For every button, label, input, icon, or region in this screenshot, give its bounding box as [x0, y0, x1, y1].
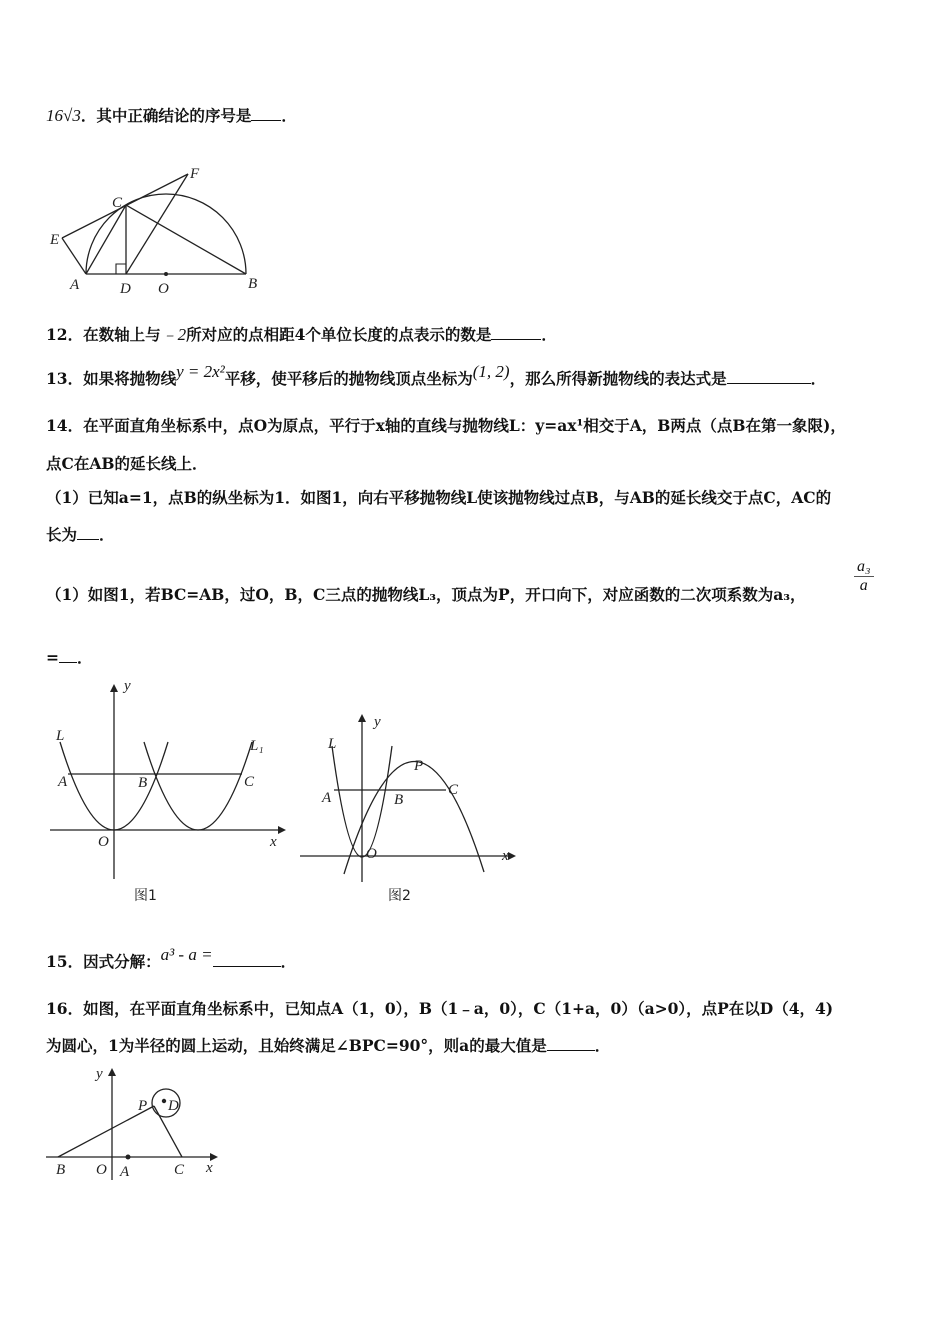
fig11-label-a: A: [70, 277, 80, 293]
fig16-label-a: A: [120, 1164, 130, 1180]
q16-answer-blank[interactable]: [547, 1036, 595, 1051]
q11-end: ．: [281, 106, 297, 125]
q14-part2-line2: [46, 646, 93, 668]
fig16-label-b: B: [56, 1162, 66, 1178]
q14-part2-end: ．: [77, 648, 93, 667]
q15-prefix: 15．因式分解：: [46, 952, 161, 971]
q12-answer-blank[interactable]: [491, 325, 541, 340]
fig14a-label-y: y: [124, 678, 131, 694]
fig14a-label-x: x: [270, 834, 277, 850]
q12-prefix: 12．在数轴上与: [46, 325, 161, 344]
q15-line: [46, 945, 297, 972]
fig14b-caption: 图2: [388, 888, 411, 904]
fig14b-label-y: y: [374, 714, 381, 730]
fig14b-label-o: O: [366, 846, 377, 862]
q13-end: ．: [810, 369, 827, 388]
fig11-label-d: D: [120, 281, 131, 297]
q11-semicircle-figure: [40, 160, 280, 300]
q15-end: ．: [280, 952, 297, 971]
fig14b-label-b: B: [394, 792, 404, 808]
q13-answer-blank[interactable]: [727, 369, 811, 384]
q14-fraction-denominator: a: [859, 577, 868, 594]
fig14a-caption: 图1: [134, 888, 157, 904]
fig14a-label-l: L: [56, 728, 65, 744]
q12-end: ．: [541, 325, 557, 344]
q11-text: ．其中正确结论的序号是: [80, 106, 252, 125]
q11-math: 16√3: [46, 106, 81, 125]
q16-text: 为圆心，1为半径的圆上运动，且始终满足∠BPC=90°，则a的最大值是: [46, 1036, 547, 1055]
q12-math: ﹣2: [160, 325, 187, 344]
q13-mid2: ，那么所得新抛物线的表达式是: [509, 369, 727, 388]
fig14b-label-c: C: [448, 782, 459, 798]
q13-line: [46, 362, 827, 389]
q12-line: [46, 320, 557, 345]
q14-figure-2: [294, 706, 524, 912]
q16-line2: [46, 1034, 610, 1056]
fig14a-label-c: C: [244, 774, 255, 790]
q13-prefix: 13．如果将抛物线: [46, 369, 177, 388]
fig14b-label-l: L: [328, 736, 337, 752]
q14-part1-end: ．: [99, 525, 115, 544]
q14-part2-eq: =: [46, 648, 59, 667]
q14-line2: 点C在AB的延长线上．: [46, 454, 208, 473]
fig11-label-f: F: [190, 166, 200, 182]
q16-end: ．: [594, 1036, 611, 1055]
fig11-label-o: O: [158, 281, 169, 297]
fig14b-label-x: x: [502, 848, 509, 864]
fig14b-label-a: A: [322, 790, 332, 806]
q14-part1-text: 长为: [46, 525, 78, 544]
q14-fraction: [854, 558, 874, 595]
fig14a-label-b: B: [138, 775, 148, 791]
q14-fraction-numerator: a₃: [854, 558, 874, 577]
fig16-label-c: C: [174, 1162, 185, 1178]
q16-line1: 16．如图，在平面直角坐标系中，已知点A（1，0），B（1﹣a，0），C（1+a，0）（a>0），点P在以D（4，4): [46, 999, 834, 1018]
fig16-label-d: D: [168, 1098, 179, 1114]
q14-line1: 14．在平面直角坐标系中，点O为原点，平行于x轴的直线与抛物线L：y=ax¹相交于A，B两点（点B在第一象限)，: [46, 416, 846, 435]
q14-figure-1: [42, 674, 292, 914]
q13-math-parabola: y = 2x²: [176, 362, 225, 381]
q13-math-vertex: (1, 2): [472, 362, 510, 381]
fig16-label-x: x: [206, 1160, 213, 1176]
q14-part2-line1: （1）如图1，若BC=AB，过O，B，C三点的抛物线L₃，顶点为P，开口向下，对应函数的二次项系数为a₃，: [46, 585, 806, 604]
fig14a-label-a: A: [58, 774, 68, 790]
q11-answer-blank[interactable]: [251, 106, 281, 121]
q15-answer-blank[interactable]: [213, 952, 281, 967]
fig16-label-o: O: [96, 1162, 107, 1178]
q15-math: a³ - a =: [160, 945, 213, 964]
q14-part1-line1: （1）已知a=1，点B的纵坐标为1．如图1，向右平移抛物线L使该抛物线过点B，与AB的延长线交于点C，AC的: [46, 488, 832, 507]
q12-suffix: 所对应的点相距4个单位长度的点表示的数是: [186, 325, 492, 344]
fig14b-label-p: P: [414, 758, 424, 774]
fig14a-label-l1: L₁: [250, 738, 264, 754]
fig11-label-b: B: [248, 276, 258, 292]
fig11-label-e: E: [50, 232, 60, 248]
fig16-label-p: P: [138, 1098, 148, 1114]
q14-part2-answer-blank[interactable]: [59, 648, 77, 663]
fig16-label-y: y: [96, 1066, 103, 1082]
q13-mid1: 平移，使平移后的抛物线顶点坐标为: [224, 369, 473, 388]
q14-part1-line2: [46, 523, 115, 545]
q16-figure: [42, 1060, 232, 1190]
q14-part1-answer-blank[interactable]: [77, 525, 99, 540]
q11-tail-line: [46, 104, 297, 126]
fig11-label-c: C: [112, 195, 123, 211]
fig14a-label-o: O: [98, 834, 109, 850]
